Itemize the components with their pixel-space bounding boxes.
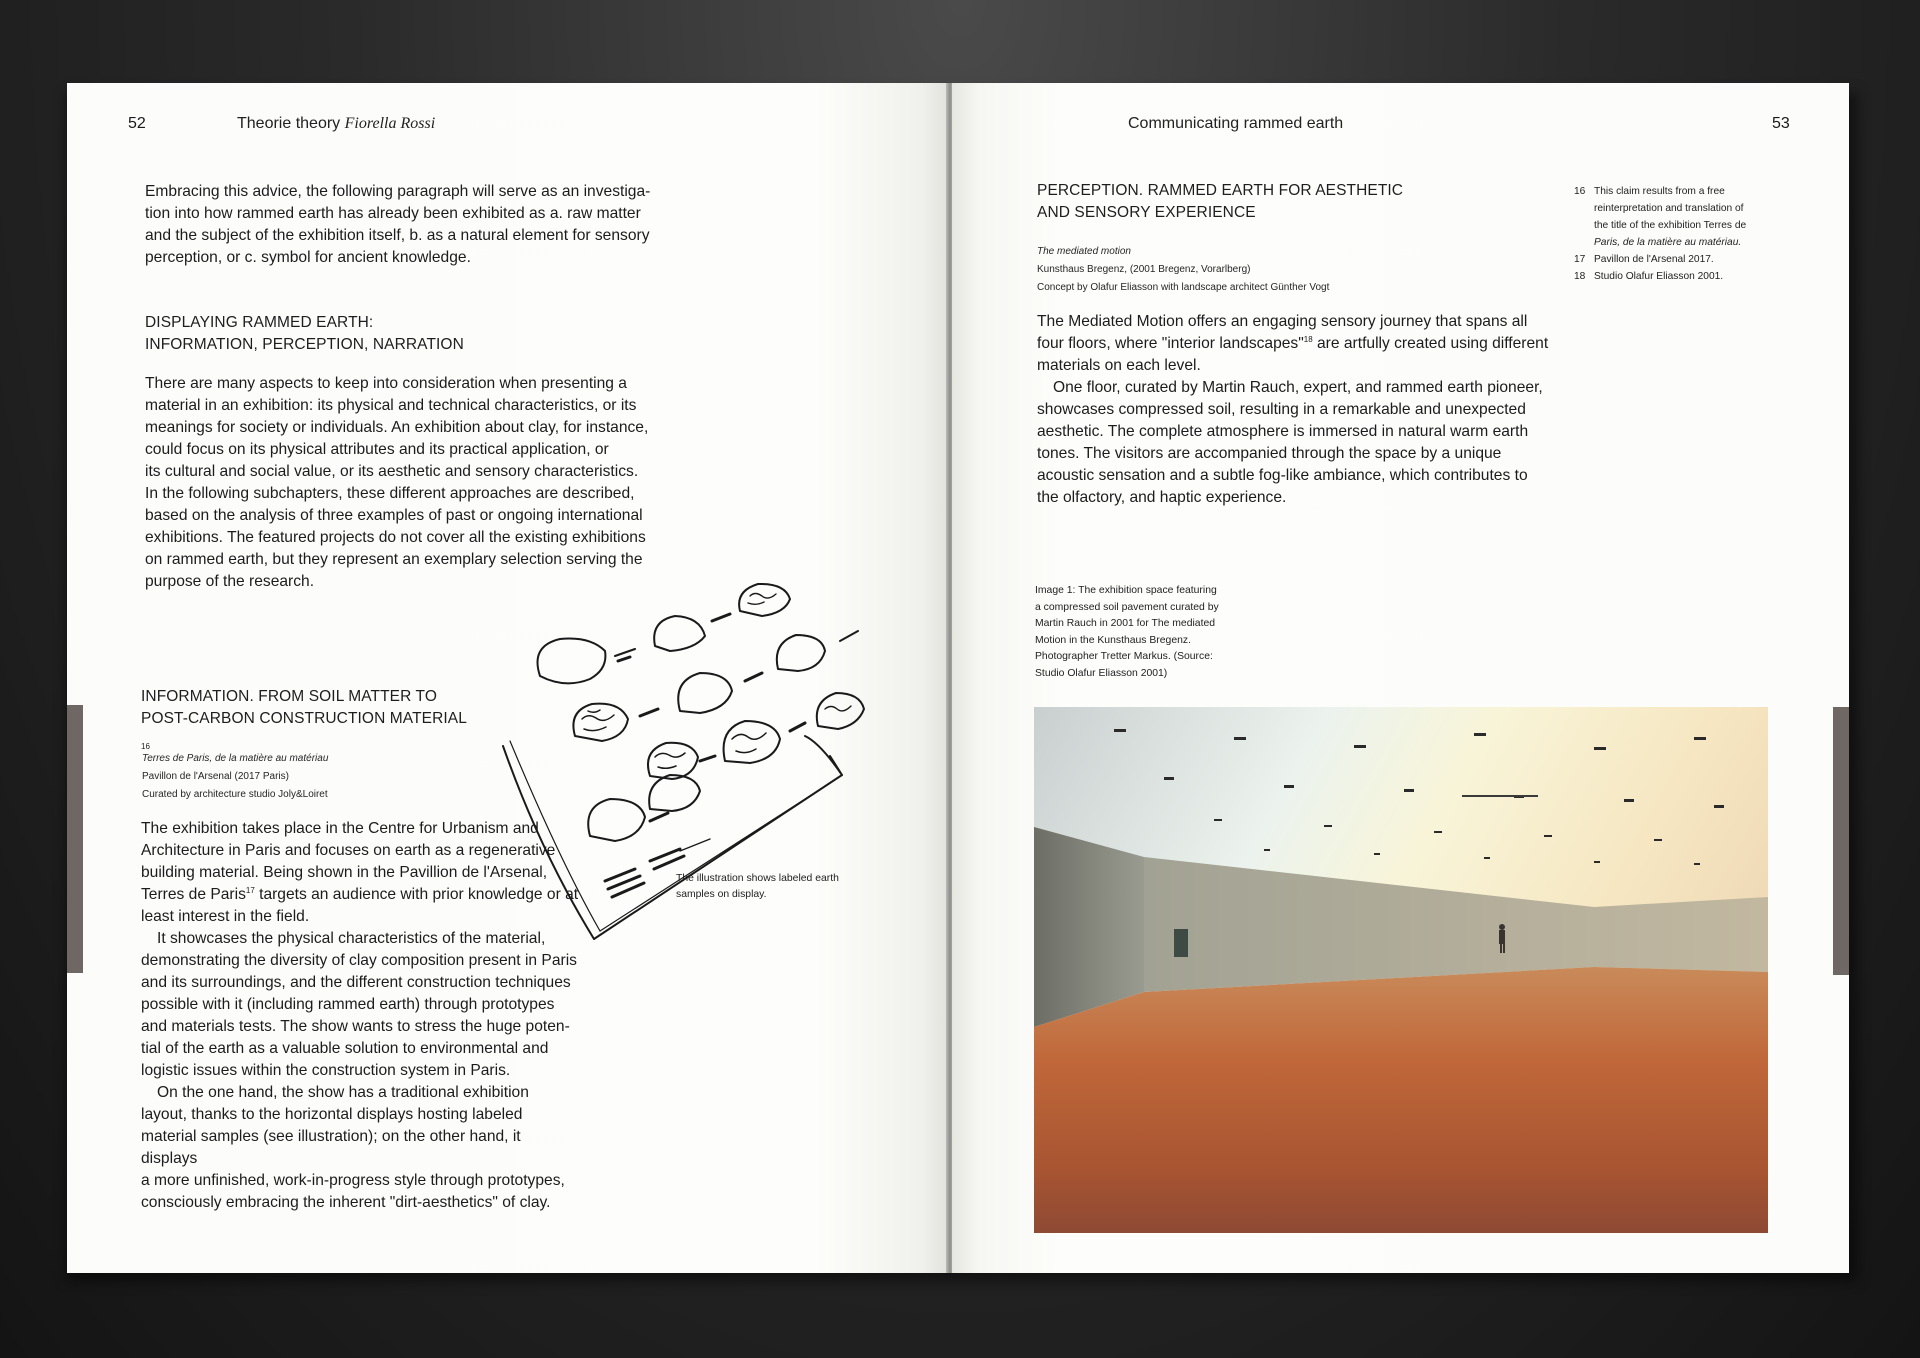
exhibition-meta: Terres de Paris, de la matière au matériau Pavillon de l'Arsenal (2017 Paris) Curated by architecture studio Joly&Loiret [142, 753, 329, 800]
info-heading: INFORMATION. FROM SOIL MATTER TO POST-CARBON CONSTRUCTION MATERIAL $_{16}$ [141, 688, 467, 752]
footnote: 18 Studio Olafur Eliasson 2001. [1574, 271, 1724, 282]
exhibition-photo [1034, 707, 1768, 1233]
page-number: 53 [1772, 115, 1790, 132]
intro-paragraph: Embracing this advice, the following paragraph will serve as an investiga- tion into how rammed earth has already been exhibited as a. raw matter and the subject of the exhibition itself, b. as a natural element for sensory perception, or c. symbol for ancient knowledge. [145, 183, 651, 266]
sample-dish [724, 721, 780, 763]
perception-paragraph: The Mediated Motion offers an engaging sensory journey that spans all four floors, where "interior landscapes"$^{18}$ are artfully created using different materials on each level. One floor, curated by Martin Rauch, expert, and rammed earth pioneer, showcases compressed soil, resulting in a remarkable and unexpected aesthetic. The complete atmosphere is immersed in natural warm earth tones. The visitors are accompanied through the space by a unique acoustic sensation and a subtle fog-like ambiance, which contributes to the olfactory, and haptic experience. [1037, 313, 1549, 506]
table-edge-right [805, 736, 842, 775]
running-head: Communicating rammed earth [1128, 115, 1344, 132]
running-head: Theorie theory Fiorella Rossi [237, 115, 436, 132]
section-heading: PERCEPTION. RAMMED EARTH FOR AESTHETIC AND SENSORY EXPERIENCE [1037, 182, 1404, 221]
footnotes [1574, 183, 1774, 285]
footnote: 16 This claim results from a free reinterpretation and translation of the title of the exhibition Terres de Paris, de la matière au matériau. [1574, 186, 1747, 248]
sample-dish [649, 775, 700, 811]
info-paragraph: The exhibition takes place in the Centre for Urbanism and Architecture in Paris and focuses on earth as a regenerative building material. Being shown in the Pavillion de l'Arsenal, Terres de Paris$^{17}$ targets an audience with prior knowledge or at least interest in the field. It showcases the physical characteristics of the material, demonstrating the diversity of clay composition present in Paris and its surroundings, and the different construction techniques possible with it (including rammed earth) through prototypes and materials tests. The show wants to stress the huge poten- tial of the earth as a valuable solution to environmental and logistic issues within the construction system in Paris. On the one hand, the show has a traditional exhibition layout, thanks to the horizontal displays hosting labeled material samples (see illustration); on the other hand, it displays a more unfinished, work-in-progress style through prototypes, consciously embracing the inherent "dirt-aesthetics" of clay. [141, 820, 579, 1211]
page-number: 52 [128, 115, 146, 132]
section-heading: DISPLAYING RAMMED EARTH: INFORMATION, PERCEPTION, NARRATION [145, 314, 464, 353]
ceiling-beam [1462, 795, 1538, 797]
sample-dish [739, 584, 790, 616]
illustration-caption: The illustration shows labeled earth samples on display. [676, 873, 839, 900]
sample-dish [538, 639, 606, 684]
footnote: 17 Pavillon de l'Arsenal 2017. [1574, 254, 1714, 265]
sample-dish [648, 743, 698, 779]
page-edge-strip [67, 705, 83, 973]
left-wall [1034, 827, 1144, 1027]
image-caption: Image 1: The exhibition space featuring a compressed soil pavement curated by Martin Rauch in 2001 for The mediated Motion in the Kunsthaus Bregenz. Photographer Tretter Markus. (Source: Studio Olafur Eliasson 2001) [1035, 585, 1219, 679]
sample-dish [777, 635, 825, 671]
exhibition-meta: The mediated motion Kunsthaus Bregenz, (2001 Bregenz, Vorarlberg) Concept by Olafur Eliasson with landscape architect Günther Vogt [1037, 246, 1330, 293]
sample-dish [573, 704, 628, 741]
sample-dish [654, 616, 705, 651]
sample-dish [678, 673, 732, 713]
soil-floor [1034, 967, 1768, 1233]
section-paragraph: There are many aspects to keep into consideration when presenting a material in an exhibition: its physical and technical characteristics, or its meanings for society or individuals. An exhibition about clay, for instance, could focus on its physical attributes and its practical application, or its cultural and social value, or its aesthetic and sensory characteristics. In the following subchapters, these different approaches are described, based on the analysis of three examples of past or ongoing international exhibitions. The featured projects do not cover all the existing exhibitions on rammed earth, but they represent an exemplary selection serving the purpose of the research. [145, 375, 649, 590]
page-edge-strip [1833, 707, 1849, 975]
left-page [67, 83, 948, 1273]
doorway [1174, 929, 1188, 957]
sample-dish [588, 799, 645, 841]
